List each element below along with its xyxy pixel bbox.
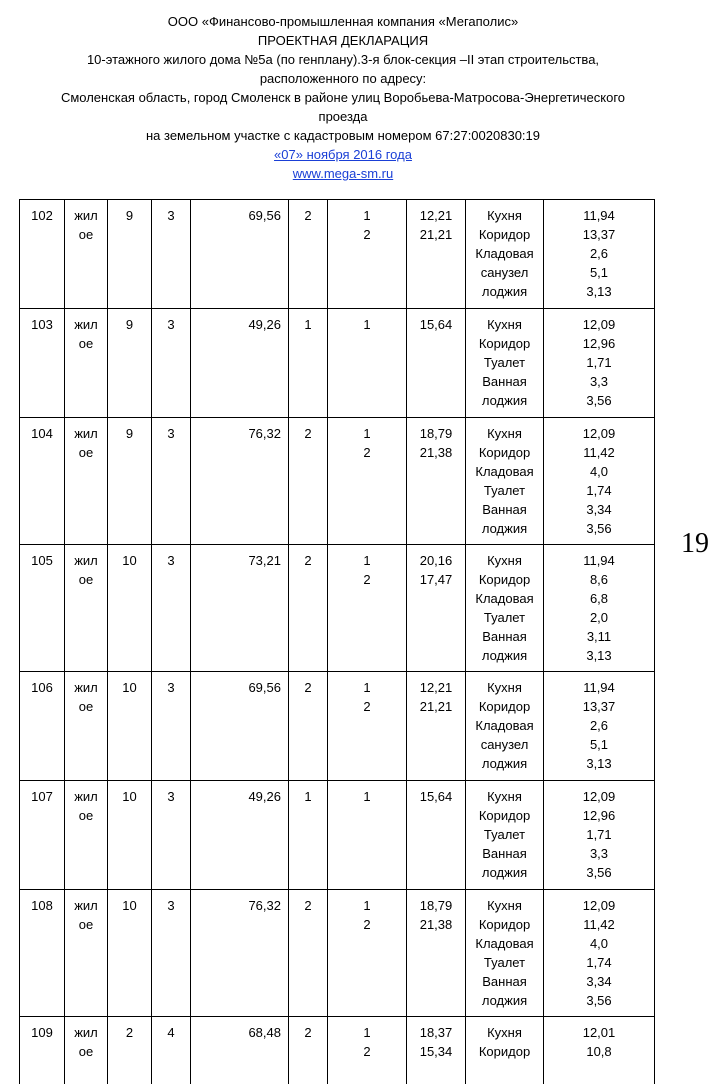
premise-type-cell xyxy=(65,418,108,545)
auxiliary-areas-cell-value: 12,09 xyxy=(582,789,616,804)
section-cell-value: 3 xyxy=(167,680,175,695)
premise-type-cell-value: жил xyxy=(74,680,98,695)
table-row xyxy=(20,418,655,545)
auxiliary-areas-cell-value: 12,09 xyxy=(582,898,616,913)
room-areas-cell-value: 20,16 xyxy=(419,553,453,568)
auxiliary-areas-cell xyxy=(544,418,655,545)
auxiliary-names-cell xyxy=(466,781,544,890)
auxiliary-areas-cell-value: 2,6 xyxy=(589,718,609,733)
total-area-cell xyxy=(191,890,289,1017)
rooms-count-cell-value: 2 xyxy=(304,680,312,695)
floor-cell-value: 9 xyxy=(125,317,134,332)
auxiliary-areas-cell-value: 1,74 xyxy=(586,955,612,970)
auxiliary-areas-cell-value: 11,42 xyxy=(583,445,615,460)
auxiliary-areas-cell-value: 13,37 xyxy=(582,699,616,714)
section-cell xyxy=(152,418,191,545)
auxiliary-areas-cell-value: 5,1 xyxy=(589,265,609,280)
auxiliary-names-cell-value: Кухня xyxy=(487,208,522,223)
apartment-number-cell xyxy=(20,1017,65,1084)
room-areas-cell xyxy=(407,1017,466,1084)
auxiliary-names-cell-value: Коридор xyxy=(478,336,531,351)
rooms-count-cell xyxy=(289,781,328,890)
premise-type-cell-value: ое xyxy=(78,336,94,351)
room-areas-cell-value: 15,34 xyxy=(419,1044,453,1059)
floor-cell xyxy=(108,781,152,890)
floor-cell-value: 2 xyxy=(125,1025,134,1040)
page-number: 19 xyxy=(681,528,709,559)
auxiliary-areas-cell-value: 3,56 xyxy=(586,993,612,1008)
premise-type-cell xyxy=(65,672,108,781)
total-area-cell xyxy=(191,672,289,781)
floor-cell xyxy=(108,200,152,309)
apartment-number-cell-value: 109 xyxy=(31,1025,53,1040)
auxiliary-areas-cell-value: 3,3 xyxy=(589,374,609,389)
room-numbers-cell-value: 2 xyxy=(363,1044,371,1059)
premise-type-cell xyxy=(65,1017,108,1084)
room-numbers-cell-value: 1 xyxy=(363,426,371,441)
apartment-number-cell xyxy=(20,890,65,1017)
auxiliary-names-cell xyxy=(466,309,544,418)
auxiliary-areas-cell-value: 3,56 xyxy=(586,393,612,408)
room-areas-cell-value: 21,21 xyxy=(419,227,453,242)
auxiliary-names-cell-value: Туалет xyxy=(483,355,526,370)
premise-type-cell xyxy=(65,309,108,418)
address-intro: расположенного по адресу: xyxy=(259,71,427,86)
auxiliary-names-cell-value: Туалет xyxy=(483,483,526,498)
apartment-number-cell xyxy=(20,200,65,309)
premise-type-cell-value: ое xyxy=(78,917,94,932)
apartment-number-cell-value: 106 xyxy=(31,680,53,695)
auxiliary-names-cell-value: Кухня xyxy=(487,553,522,568)
auxiliary-areas-cell-value: 4,0 xyxy=(589,464,609,479)
room-areas-cell xyxy=(407,890,466,1017)
section-cell-value: 3 xyxy=(167,553,175,568)
auxiliary-areas-cell-value: 3,13 xyxy=(586,284,612,299)
premise-type-cell-value: ое xyxy=(78,1044,94,1059)
floor-cell xyxy=(108,309,152,418)
section-cell xyxy=(152,672,191,781)
auxiliary-areas-cell-value: 12,01 xyxy=(582,1025,616,1040)
total-area-cell-value: 49,26 xyxy=(248,317,281,332)
room-numbers-cell-value: 2 xyxy=(363,572,371,587)
auxiliary-areas-cell-value: 3,13 xyxy=(586,648,612,663)
section-cell-value: 3 xyxy=(167,426,175,441)
apartment-number-cell-value: 105 xyxy=(31,553,53,568)
rooms-count-cell-value: 2 xyxy=(304,898,312,913)
room-numbers-cell xyxy=(328,418,407,545)
room-numbers-cell-value: 1 xyxy=(363,789,371,804)
auxiliary-areas-cell-value: 11,42 xyxy=(583,917,615,932)
premise-type-cell-value: жил xyxy=(74,1025,98,1040)
auxiliary-areas-cell xyxy=(544,781,655,890)
auxiliary-names-cell-value: Коридор xyxy=(478,808,531,823)
auxiliary-areas-cell-value: 6,8 xyxy=(589,591,609,606)
floor-cell-value: 10 xyxy=(122,898,137,913)
room-areas-cell-value: 12,21 xyxy=(419,208,453,223)
room-numbers-cell-value: 1 xyxy=(363,553,371,568)
premise-type-cell-value: жил xyxy=(74,208,98,223)
rooms-count-cell-value: 1 xyxy=(304,317,312,332)
room-numbers-cell xyxy=(328,1017,407,1084)
auxiliary-names-cell-value: Ванная xyxy=(482,374,527,389)
auxiliary-names-cell-value: лоджия xyxy=(481,393,528,408)
total-area-cell xyxy=(191,781,289,890)
auxiliary-names-cell xyxy=(466,890,544,1017)
room-numbers-cell-value: 2 xyxy=(363,917,371,932)
date-link[interactable]: «07» ноября 2016 года xyxy=(274,147,412,162)
auxiliary-names-cell-value: Ванная xyxy=(482,629,527,644)
premise-type-cell xyxy=(65,200,108,309)
auxiliary-areas-cell xyxy=(544,200,655,309)
room-numbers-cell-value: 2 xyxy=(363,699,371,714)
floor-cell-value: 10 xyxy=(122,553,137,568)
room-areas-cell-value: 21,38 xyxy=(419,445,453,460)
room-numbers-cell xyxy=(328,545,407,672)
room-areas-cell-value: 21,38 xyxy=(419,917,453,932)
auxiliary-names-cell xyxy=(466,672,544,781)
room-numbers-cell-value: 2 xyxy=(363,445,371,460)
auxiliary-names-cell-value: Кладовая xyxy=(475,246,534,261)
auxiliary-areas-cell xyxy=(544,545,655,672)
apartment-number-cell-value: 104 xyxy=(31,426,53,441)
auxiliary-names-cell-value: Кладовая xyxy=(475,464,534,479)
section-cell xyxy=(152,1017,191,1084)
auxiliary-areas-cell-value: 12,09 xyxy=(582,317,616,332)
auxiliary-names-cell-value: Коридор xyxy=(478,445,531,460)
room-areas-cell xyxy=(407,781,466,890)
room-areas-cell-value: 12,21 xyxy=(419,680,453,695)
room-numbers-cell-value: 1 xyxy=(363,208,371,223)
auxiliary-areas-cell-value: 12,96 xyxy=(582,336,616,351)
auxiliary-names-cell-value: Коридор xyxy=(478,572,531,587)
rooms-count-cell-value: 2 xyxy=(304,426,312,441)
address-line: Смоленская область, город Смоленск в районе улиц Воробьева-Матросова-Энергетического xyxy=(60,90,626,105)
premise-type-cell-value: ое xyxy=(78,445,94,460)
auxiliary-areas-cell-value: 5,1 xyxy=(589,737,609,752)
auxiliary-areas-cell-value: 4,0 xyxy=(589,936,609,951)
room-numbers-cell xyxy=(328,672,407,781)
floor-cell xyxy=(108,418,152,545)
apartment-number-cell xyxy=(20,545,65,672)
auxiliary-names-cell-value: лоджия xyxy=(481,865,528,880)
auxiliary-names-cell-value: Ванная xyxy=(482,502,527,517)
section-cell xyxy=(152,545,191,672)
website-link[interactable]: www.mega-sm.ru xyxy=(292,166,394,181)
premise-type-cell xyxy=(65,890,108,1017)
premise-type-cell-value: ое xyxy=(78,572,94,587)
auxiliary-areas-cell-value: 11,94 xyxy=(583,553,615,568)
auxiliary-names-cell-value: Туалет xyxy=(483,955,526,970)
room-areas-cell-value: 15,64 xyxy=(419,317,453,332)
auxiliary-areas-cell-value: 1,71 xyxy=(586,355,612,370)
auxiliary-names-cell-value: Коридор xyxy=(478,1044,531,1059)
room-areas-cell-value: 18,37 xyxy=(419,1025,453,1040)
auxiliary-areas-cell-value: 3,3 xyxy=(589,846,609,861)
premise-type-cell-value: ое xyxy=(78,699,94,714)
floor-cell-value: 9 xyxy=(125,208,134,223)
floor-cell xyxy=(108,890,152,1017)
total-area-cell-value: 68,48 xyxy=(248,1025,281,1040)
auxiliary-areas-cell-value: 3,56 xyxy=(586,865,612,880)
auxiliary-areas-cell-value: 8,6 xyxy=(589,572,609,587)
room-areas-cell xyxy=(407,200,466,309)
section-cell-value: 3 xyxy=(167,898,175,913)
floor-cell xyxy=(108,1017,152,1084)
section-cell-value: 3 xyxy=(167,789,175,804)
floor-cell xyxy=(108,545,152,672)
room-numbers-cell-value: 1 xyxy=(363,898,371,913)
apartment-number-cell xyxy=(20,672,65,781)
room-numbers-cell-value: 1 xyxy=(363,317,371,332)
total-area-cell-value: 69,56 xyxy=(248,680,281,695)
apartments-table-body xyxy=(20,200,655,1084)
section-cell-value: 3 xyxy=(167,208,175,223)
auxiliary-names-cell-value: Кухня xyxy=(487,789,522,804)
document-title: ПРОЕКТНАЯ ДЕКЛАРАЦИЯ xyxy=(257,33,429,48)
auxiliary-areas-cell-value: 2,6 xyxy=(589,246,609,261)
total-area-cell xyxy=(191,1017,289,1084)
cadastral-number-line: на земельном участке с кадастровым номером 67:27:0020830:19 xyxy=(145,128,540,143)
room-areas-cell-value: 15,64 xyxy=(419,789,453,804)
table-row xyxy=(20,890,655,1017)
rooms-count-cell xyxy=(289,1017,328,1084)
auxiliary-names-cell-value: Коридор xyxy=(478,227,531,242)
auxiliary-areas-cell-value: 12,09 xyxy=(582,426,616,441)
auxiliary-names-cell-value: Коридор xyxy=(478,917,531,932)
premise-type-cell-value: ое xyxy=(78,808,94,823)
auxiliary-names-cell-value: Туалет xyxy=(483,827,526,842)
rooms-count-cell xyxy=(289,309,328,418)
room-numbers-cell-value: 1 xyxy=(363,1025,371,1040)
auxiliary-areas-cell-value: 11,94 xyxy=(583,680,615,695)
auxiliary-areas-cell-value: 3,13 xyxy=(586,756,612,771)
floor-cell xyxy=(108,672,152,781)
document-header xyxy=(0,12,686,183)
room-areas-cell-value: 18,79 xyxy=(419,898,453,913)
rooms-count-cell xyxy=(289,200,328,309)
section-cell xyxy=(152,309,191,418)
total-area-cell xyxy=(191,309,289,418)
auxiliary-names-cell-value: Кладовая xyxy=(475,718,534,733)
apartments-table xyxy=(19,199,655,1084)
table-row xyxy=(20,781,655,890)
section-cell xyxy=(152,890,191,1017)
room-areas-cell xyxy=(407,309,466,418)
auxiliary-names-cell xyxy=(466,545,544,672)
auxiliary-names-cell-value: санузел xyxy=(480,737,529,752)
rooms-count-cell xyxy=(289,890,328,1017)
auxiliary-names-cell xyxy=(466,1017,544,1084)
building-description: 10-этажного жилого дома №5а (по генплану).3-я блок-секция –II этап строительства, xyxy=(86,52,600,67)
auxiliary-names-cell-value: Кухня xyxy=(487,898,522,913)
total-area-cell-value: 73,21 xyxy=(248,553,281,568)
auxiliary-areas-cell-value: 3,56 xyxy=(586,521,612,536)
premise-type-cell-value: жил xyxy=(74,789,98,804)
auxiliary-names-cell-value: Кухня xyxy=(487,426,522,441)
auxiliary-names-cell-value: Коридор xyxy=(478,699,531,714)
auxiliary-names-cell-value: Кухня xyxy=(487,680,522,695)
floor-cell-value: 10 xyxy=(122,789,137,804)
premise-type-cell-value: жил xyxy=(74,553,98,568)
auxiliary-areas-cell-value: 2,0 xyxy=(589,610,609,625)
auxiliary-names-cell xyxy=(466,418,544,545)
room-areas-cell xyxy=(407,418,466,545)
auxiliary-areas-cell xyxy=(544,309,655,418)
table-row xyxy=(20,200,655,309)
auxiliary-names-cell-value: Кухня xyxy=(487,317,522,332)
total-area-cell xyxy=(191,200,289,309)
section-cell-value: 4 xyxy=(167,1025,175,1040)
floor-cell-value: 10 xyxy=(122,680,137,695)
auxiliary-names-cell-value: Кладовая xyxy=(475,936,534,951)
auxiliary-areas-cell xyxy=(544,672,655,781)
auxiliary-names-cell-value: Туалет xyxy=(483,610,526,625)
room-numbers-cell xyxy=(328,309,407,418)
premise-type-cell xyxy=(65,781,108,890)
auxiliary-areas-cell xyxy=(544,1017,655,1084)
section-cell xyxy=(152,781,191,890)
company-name: ООО «Финансово-промышленная компания «Мегаполис» xyxy=(167,14,519,29)
auxiliary-names-cell-value: лоджия xyxy=(481,284,528,299)
auxiliary-names-cell-value: Кухня xyxy=(487,1025,522,1040)
rooms-count-cell xyxy=(289,672,328,781)
room-areas-cell xyxy=(407,545,466,672)
auxiliary-areas-cell-value: 3,11 xyxy=(586,629,612,644)
apartment-number-cell xyxy=(20,309,65,418)
premise-type-cell-value: жил xyxy=(74,898,98,913)
rooms-count-cell xyxy=(289,418,328,545)
table-row xyxy=(20,1017,655,1084)
room-numbers-cell xyxy=(328,200,407,309)
room-numbers-cell-value: 1 xyxy=(363,680,371,695)
auxiliary-names-cell xyxy=(466,200,544,309)
auxiliary-names-cell-value: лоджия xyxy=(481,756,528,771)
room-areas-cell-value: 21,21 xyxy=(419,699,453,714)
auxiliary-areas-cell-value: 1,71 xyxy=(586,827,612,842)
auxiliary-names-cell-value: Ванная xyxy=(482,846,527,861)
total-area-cell xyxy=(191,545,289,672)
premise-type-cell xyxy=(65,545,108,672)
room-numbers-cell xyxy=(328,890,407,1017)
section-cell-value: 3 xyxy=(167,317,175,332)
room-areas-cell-value: 17,47 xyxy=(419,572,453,587)
auxiliary-areas-cell xyxy=(544,890,655,1017)
total-area-cell-value: 76,32 xyxy=(248,898,281,913)
apartment-number-cell-value: 107 xyxy=(31,789,53,804)
table-row xyxy=(20,309,655,418)
room-numbers-cell-value: 2 xyxy=(363,227,371,242)
auxiliary-areas-cell-value: 3,34 xyxy=(586,502,612,517)
auxiliary-areas-cell-value: 13,37 xyxy=(582,227,616,242)
room-areas-cell-value: 18,79 xyxy=(419,426,453,441)
floor-cell-value: 9 xyxy=(125,426,134,441)
total-area-cell xyxy=(191,418,289,545)
auxiliary-areas-cell-value: 10,8 xyxy=(586,1044,612,1059)
rooms-count-cell-value: 1 xyxy=(304,789,312,804)
auxiliary-names-cell-value: лоджия xyxy=(481,648,528,663)
auxiliary-names-cell-value: лоджия xyxy=(481,993,528,1008)
auxiliary-names-cell-value: лоджия xyxy=(481,521,528,536)
apartment-number-cell xyxy=(20,418,65,545)
rooms-count-cell-value: 2 xyxy=(304,208,312,223)
apartment-number-cell-value: 103 xyxy=(31,317,53,332)
premise-type-cell-value: ое xyxy=(78,227,94,242)
auxiliary-names-cell-value: Ванная xyxy=(482,974,527,989)
address-line-continued: проезда xyxy=(318,109,368,124)
rooms-count-cell-value: 2 xyxy=(304,1025,312,1040)
rooms-count-cell xyxy=(289,545,328,672)
section-cell xyxy=(152,200,191,309)
room-numbers-cell xyxy=(328,781,407,890)
auxiliary-areas-cell-value: 3,34 xyxy=(586,974,612,989)
table-row xyxy=(20,672,655,781)
auxiliary-areas-cell-value: 1,74 xyxy=(586,483,612,498)
apartment-number-cell xyxy=(20,781,65,890)
total-area-cell-value: 49,26 xyxy=(248,789,281,804)
premise-type-cell-value: жил xyxy=(74,317,98,332)
total-area-cell-value: 69,56 xyxy=(248,208,281,223)
auxiliary-names-cell-value: санузел xyxy=(480,265,529,280)
auxiliary-areas-cell-value: 11,94 xyxy=(583,208,615,223)
rooms-count-cell-value: 2 xyxy=(304,553,312,568)
total-area-cell-value: 76,32 xyxy=(248,426,281,441)
table-row xyxy=(20,545,655,672)
apartment-number-cell-value: 102 xyxy=(31,208,53,223)
auxiliary-names-cell-value: Кладовая xyxy=(475,591,534,606)
auxiliary-areas-cell-value: 12,96 xyxy=(582,808,616,823)
room-areas-cell xyxy=(407,672,466,781)
apartment-number-cell-value: 108 xyxy=(31,898,53,913)
premise-type-cell-value: жил xyxy=(74,426,98,441)
